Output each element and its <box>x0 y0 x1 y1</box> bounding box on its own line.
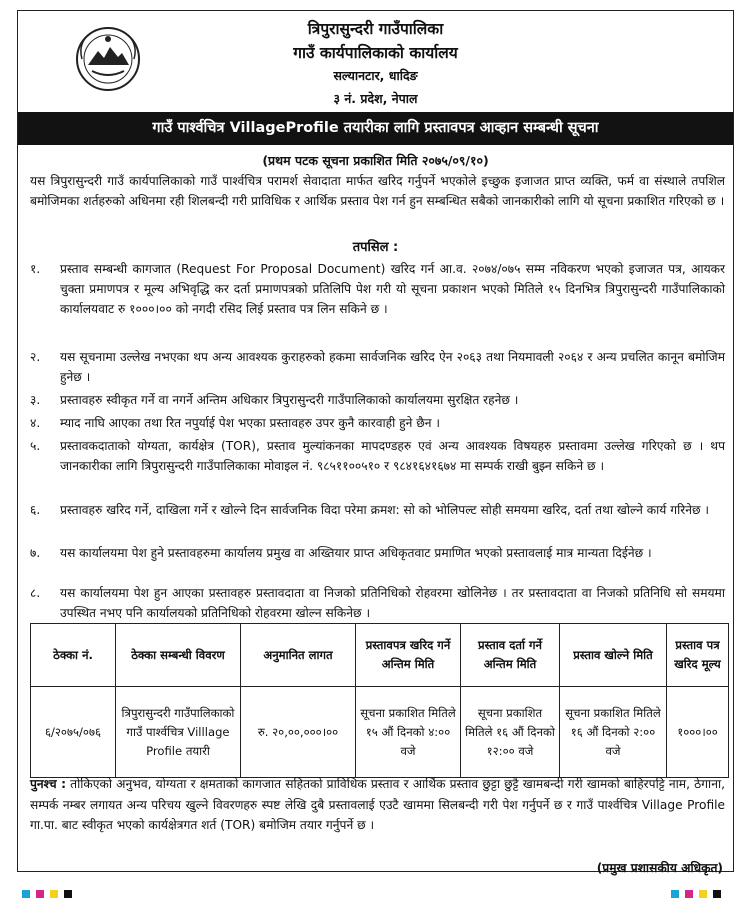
list-item <box>30 413 725 433</box>
list-item <box>30 500 725 520</box>
header-purchase-deadline: प्रस्तावपत्र खरिद गर्ने अन्तिम मिति <box>356 624 461 687</box>
cell-purchase-deadline: सूचना प्रकाशित मितिले १५ औं दिनको ४:०० वजे <box>356 687 461 778</box>
header-description: ठेक्का सम्बन्धी विवरण <box>116 624 241 687</box>
print-color-marks-left <box>22 883 78 893</box>
item-text: प्रस्तावहरु स्वीकृत गर्ने वा नगर्ने अन्तिम अधिकार त्रिपुरासुन्दरी गाउँपालिकाको कार्यालयमा सुरक्षित रहनेछ । <box>60 393 519 407</box>
province: ३ नं. प्रदेश, नेपाल <box>333 91 418 106</box>
publish-date-note: (प्रथम पटक सूचना प्रकाशित मिति २०७५/०९/१०) <box>262 153 489 168</box>
list-item <box>30 543 725 563</box>
postscript <box>30 774 725 836</box>
item-text: यस सूचनामा उल्लेख नभएका थप अन्य आवश्यक कुराहरुको हकमा सार्वजनिक खरिद ऐन २०६३ तथा नियमावली २०६४ र अन्य प्रचलित कानून बमोजिम हुनेछ । <box>60 350 725 384</box>
black-mark <box>64 890 72 898</box>
cyan-mark <box>671 890 679 898</box>
cell-purchase-price: १०००।०० <box>667 687 729 778</box>
item-text: यस कार्यालयमा पेश हुने प्रस्तावहरुमा कार्यालय प्रमुख वा अख्तियार प्राप्त अधिकृतवाट प्रमाणित भएको प्रस्तावलाई मात्र मान्यता दिईनेछ । <box>60 546 652 560</box>
header-contract-no: ठेक्का नं. <box>31 624 116 687</box>
notice-title-banner: गाउँ पार्श्वचित्र VillageProfile तयारीका लागि प्रस्तावपत्र आव्हान सम्बन्धी सूचना <box>18 112 733 145</box>
cell-estimated-cost: रु. २०,००,०००।०० <box>241 687 356 778</box>
signature-line: (प्रमुख प्रशासकीय अधिकृत) <box>596 861 723 875</box>
office-name: गाउँ कार्यपालिकाको कार्यालय <box>293 44 458 62</box>
list-item <box>30 583 725 623</box>
list-item <box>30 390 725 410</box>
office-location: सल्यानटार, धादिङ <box>333 68 418 83</box>
table-row <box>31 687 729 778</box>
item-number: २. <box>30 350 41 364</box>
item-text: प्रस्तावकदाताको योग्यता, कार्यक्षेत्र (TOR), प्रस्ताव मुल्यांकनका मापदण्डहरु एवं अन्य आवश्यक विषयहरु प्रस्तावमा उल्लेख गरिएको छ । थप जानकारीका लागि त्रिपुरासुन्दरी गाउँपालिकाका मोवाइल नं. ९८५११००५१० र ९८४१६४१६७४ मा सम्पर्क राखी बुझ्न सकिने छ । <box>60 439 725 473</box>
yellow-mark <box>699 890 707 898</box>
postscript-label: पुनश्च : <box>30 777 66 791</box>
item-number: ८. <box>30 586 41 600</box>
tender-table <box>30 623 729 778</box>
item-text: प्रस्तावहरु खरिद गर्ने, दाखिला गर्ने र खोल्ने दिन सार्वजनिक विदा परेमा क्रमश: सो को भोलिपल्ट सोही समयमा खरिद, दर्ता तथा खोल्ने कार्य गरिनेछ । <box>60 503 710 517</box>
print-color-marks-right <box>671 883 727 893</box>
list-item <box>30 436 725 476</box>
header-opening-date: प्रस्ताव खोल्ने मिति <box>560 624 667 687</box>
yellow-mark <box>50 890 58 898</box>
header-registration-deadline: प्रस्ताव दर्ता गर्ने अन्तिम मिति <box>461 624 560 687</box>
item-number: ६. <box>30 503 41 517</box>
cell-registration-deadline: सूचना प्रकाशित मितिले १६ औं दिनको १२:०० वजे <box>461 687 560 778</box>
item-number: १. <box>30 262 41 276</box>
cyan-mark <box>22 890 30 898</box>
item-text: म्याद नाघि आएका तथा रित नपुर्याई पेश भएका प्रस्तावहरु उपर कुनै कारवाही हुने छैन । <box>60 416 441 430</box>
postscript-text: तोकिएको अनुभव, योग्यता र क्षमताको कागजात सहितको प्राविधिक प्रस्ताव र आर्थिक प्रस्ताव छुट्टा छुट्टै खामबन्दी गरी खामको बाहिरपट्टि नाम, ठेगाना, सम्पर्क नम्बर लगायत अन्य परिचय खुल्ने विवरणहरु स्पष्ट लेखि दुबै प्रस्तावलाई एउटै खाममा सिलबन्दी गरी पेश गर्नुपर्ने छ र गाउँ पार्श्वचित्र Village Profile गा.पा. बाट स्वीकृत भएको कार्यक्षेत्रगत शर्त (TOR) बमोजिम तयार गर्नुपर्ने छ । <box>30 777 725 832</box>
black-mark <box>713 890 721 898</box>
item-number: ५. <box>30 439 41 453</box>
cell-contract-no: ६/२०७५/०७६ <box>31 687 116 778</box>
table-header-row <box>31 624 729 687</box>
item-number: ४. <box>30 416 41 430</box>
magenta-mark <box>685 890 693 898</box>
magenta-mark <box>36 890 44 898</box>
header-purchase-price: प्रस्ताव पत्र खरिद मूल्य <box>667 624 729 687</box>
municipality-name: त्रिपुरासुन्दरी गाउँपालिका <box>307 20 444 38</box>
cell-description: त्रिपुरासुन्दरी गाउँपालिकाको गाउँ पार्श्वचित्र Villlage Profile तयारी <box>116 687 241 778</box>
list-item <box>30 347 725 387</box>
item-text: यस कार्यालयमा पेश हुन आएका प्रस्तावहरु प्रस्तावदाता वा निजको प्रतिनिधिको रोहवरमा खोलिनेछ । तर प्रस्तावदाता वा निजको प्रतिनिधि सो समयमा उपस्थित नभए पनि कार्यालयको प्रतिनिधिको रोहवरमा खोल्न सकिनेछ । <box>60 586 725 620</box>
header-estimated-cost: अनुमानित लागत <box>241 624 356 687</box>
notice-header <box>18 11 733 111</box>
item-text: प्रस्ताव सम्बन्धी कागजात (Request For Proposal Document) खरिद गर्न आ.व. २०७४/०७५ सम्म नविकरण भएको इजाजत पत्र, आयकर चुक्ता प्रमाणपत्र र मूल्य अभिवृद्धि कर दर्ता प्रमाणपत्रको प्रतिलिपि पेश गरी यो सूचना प्रकाशन भएको मितिले १५ दिनभित्र त्रिपुरासुन्दरी गाउँपालिकाको कार्यालयवाट रु १०००।०० को नगदी रसिद लिई प्रस्ताव पत्र लिन सकिने छ । <box>60 262 725 316</box>
item-number: ७. <box>30 546 41 560</box>
cell-opening-date: सूचना प्रकाशित मितिले १६ औं दिनको २:०० वजे <box>560 687 667 778</box>
item-number: ३. <box>30 393 41 407</box>
details-heading: तपसिल : <box>352 240 399 255</box>
list-item <box>30 259 725 319</box>
intro-paragraph: यस त्रिपुरासुन्दरी गाउँ कार्यपालिकाको गाउँ पार्श्वचित्र परामर्श सेवादाता मार्फत खरिद गर्नुपर्ने भएकोले इच्छुक इजाजत प्राप्त व्यक्ति, फर्म वा संस्थाले तपशिल बमोजिमका शर्तहरुको अधिनमा रही शिलबन्दी गरी प्राविधिक र आर्थिक प्रस्ताव पेश गर्न हुन सम्बन्धित सबैको जानकारीको लागि यो सूचना प्रकाशित गरिएको छ । <box>30 174 725 208</box>
notice-frame <box>17 10 734 875</box>
